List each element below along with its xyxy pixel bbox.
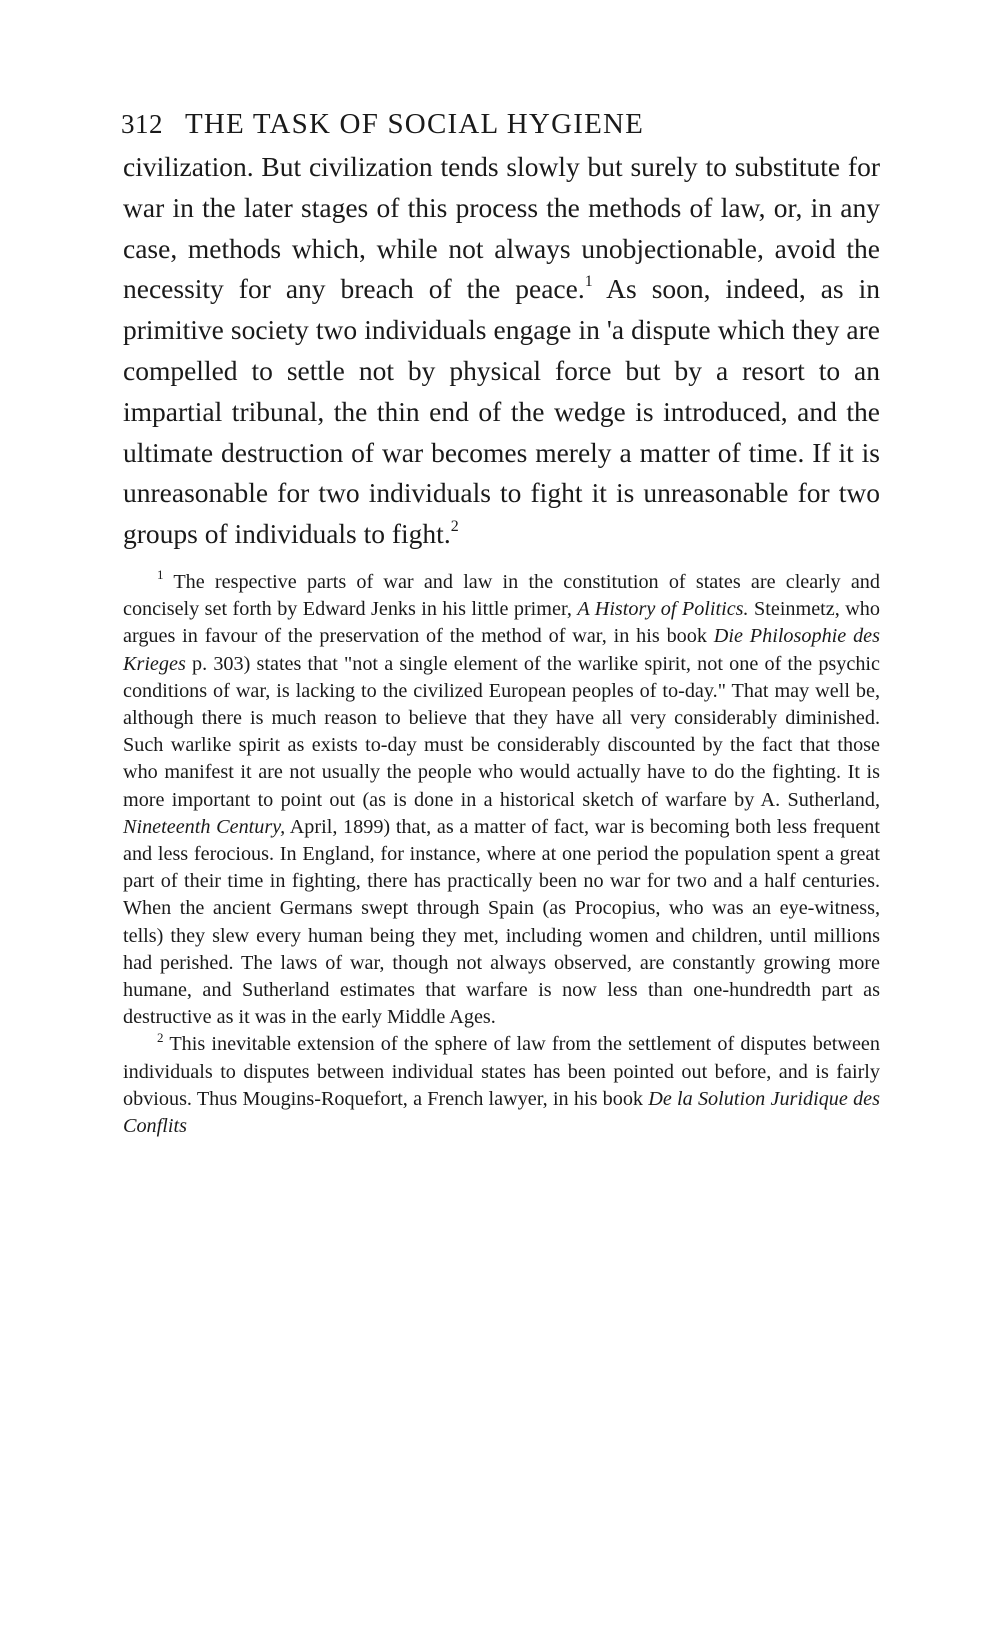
footnote-1-title-philosophie-des-krieges: Die Philosophie des Krieges: [123, 625, 880, 675]
main-text: [123, 147, 880, 555]
body-paragraph: [123, 147, 880, 555]
footnote-1-title-history-of-politics: A History of Politics.: [577, 598, 749, 621]
footnote-2-title-solution-juridique: De la Solution Juridique des Conflits: [123, 1087, 880, 1138]
book-page: [123, 108, 880, 1140]
footnote-2-text-1: This inevitable extension of the sphere of law from the settlement of disputes between individuals to disputes between individual states has been pointed out before, and is fairly obvious. Thus Mougins-Roquefort, a French lawyer, in his book: [123, 1033, 880, 1110]
footnote-2: [123, 1031, 880, 1140]
footnote-1-text-2: Steinmetz, who argues in favour of the preservation of the method of war, in his book: [123, 598, 880, 648]
footnote-1-marker: 1: [157, 567, 164, 583]
footnote-1-text-3: p. 303) states that "not a single element of the warlike spirit, not one of the psychic conditions of war, is lacking to the civilized European peoples of to-day." That may well be, although there is much reason to believe that they have all very considerably diminished. Such warlike spirit as exists to-day must be considerably discounted by the fact that those who manifest it are not usually the people who would actually have to do the fighting. It is more important to point out (as is done in a historical sketch of warfare by A. Sutherland,: [123, 652, 880, 811]
running-title: THE TASK OF SOCIAL HYGIENE: [185, 108, 645, 140]
footnote-1-text-4: April, 1899) that, as a matter of fact, war is becoming both less frequent and less ferocious. In England, for instance, where at one period the population spent a great part of their time in fighting, there has practically been no war for two and a half centuries. When the ancient Germans swept through Spain (as Procopius, who was an eye-witness, tells) they slew every human being they met, including women and children, until millions had perished. The laws of war, though not always observed, are constantly growing more humane, and Sutherland estimates that warfare is now less than one-hundredth part as destructive as it was in the early Middle Ages.: [123, 815, 880, 1029]
running-head: [121, 108, 880, 141]
footnote-1-title-nineteenth-century: Nineteenth Century,: [123, 815, 286, 838]
body-text-part-1: civilization. But civilization tends slowly but surely to substitute for war in the later stages of this process the methods of law, or, in any case, methods which, while not always unobjectionable, avoid the necessity for any breach of the peace.: [123, 151, 880, 305]
footnote-ref-2: 2: [450, 518, 459, 536]
body-text-part-2: As soon, indeed, as in primitive society two individuals engage in 'a dispute which they are compelled to settle not by physical force but by a resort to an impartial tribunal, the thin end of the wedge is introduced, and the ultimate destruction of war becomes merely a matter of time. If it is unreasonable for two individuals to fight it is unreasonable for two groups of individuals to fight.: [123, 273, 880, 550]
footnote-ref-1: 1: [584, 273, 593, 291]
footnote-2-marker: 2: [157, 1029, 164, 1045]
footnote-1: [123, 569, 880, 1031]
page-number: 312: [121, 109, 163, 139]
footnotes: [123, 569, 880, 1140]
footnote-1-text-1: The respective parts of war and law in the constitution of states are clearly and concisely set forth by Edward Jenks in his little primer,: [123, 570, 880, 621]
